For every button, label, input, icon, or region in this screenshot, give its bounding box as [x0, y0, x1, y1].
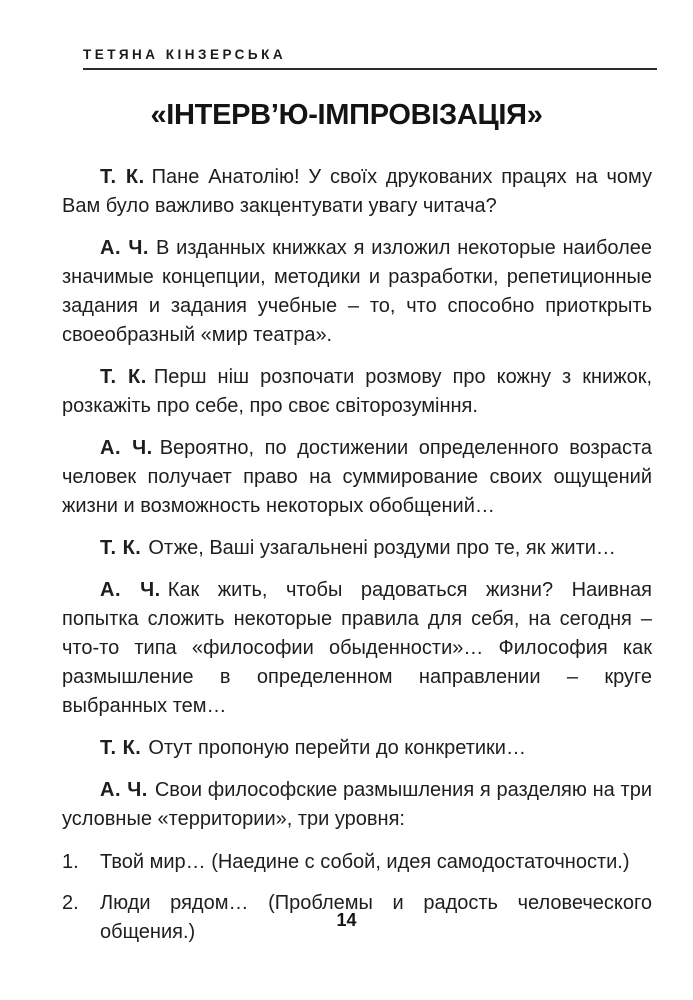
- dialogue-paragraph: [62, 534, 652, 563]
- list-item-number: 1.: [62, 851, 79, 873]
- dialogue-text: Вероятно, по достижении определенного возраста человек получает право на суммирование своих ощущений жизни и возможность некоторых обобщений…: [62, 437, 653, 517]
- list-item: [62, 848, 652, 877]
- speaker-label: Т. К.: [100, 166, 145, 188]
- dialogue-text: Пане Анатолію! У своїх друкованих працях на чому Вам було важливо закцентувати увагу читача?: [62, 166, 652, 217]
- dialogue-paragraph: [62, 776, 652, 834]
- dialogue-text: Перш ніш розпочати розмову про кожну з книжок, розкажіть про себе, про своє світорозуміння.: [62, 366, 652, 417]
- speaker-label: Т. К.: [100, 737, 142, 759]
- page-body: [62, 163, 652, 959]
- list-item-text: Люди рядом… (Проблемы и радость человеческого общения.): [100, 892, 652, 943]
- speaker-label: А. Ч.: [100, 779, 148, 801]
- dialogue-text: Отже, Ваші узагальнені роздуми про те, як жити…: [148, 537, 616, 559]
- running-header: [83, 47, 657, 70]
- dialogue-paragraph: [62, 234, 652, 350]
- header-rule: [83, 68, 657, 70]
- running-header-author: ТЕТЯНА КІНЗЕРСЬКА: [83, 47, 287, 62]
- speaker-label: А. Ч.: [100, 437, 153, 459]
- chapter-title: «ІНТЕРВ’Ю-ІМПРОВІЗАЦІЯ»: [150, 99, 543, 131]
- dialogue-text: Отут пропоную перейти до конкретики…: [148, 737, 526, 759]
- dialogue-paragraph: [62, 576, 652, 721]
- list-item-text: Твой мир… (Наедине с собой, идея самодостаточности.): [100, 851, 630, 873]
- list-item-number: 2.: [62, 892, 79, 914]
- speaker-label: Т. К.: [100, 366, 147, 388]
- speaker-label: А. Ч.: [100, 579, 161, 601]
- dialogue-text: Как жить, чтобы радоваться жизни? Наивная попытка сложить некоторые правила для себя, на сегодня – что-то типа «философии обыденности»… Философия как размышление в определенном направлении – круге выбранных тем…: [62, 579, 652, 717]
- speaker-label: Т. К.: [100, 537, 142, 559]
- page-number: 14: [336, 910, 357, 930]
- dialogue-paragraph: [62, 734, 652, 763]
- dialogue-paragraph: [62, 163, 652, 221]
- dialogue-paragraph: [62, 434, 652, 521]
- dialogue-text: В изданных книжках я изложил некоторые наиболее значимые концепции, методики и разработки, репетиционные задания и задания учебные – то, что способно приоткрыть своеобразный «мир театра».: [62, 237, 652, 346]
- numbered-list: [62, 848, 652, 947]
- dialogue-paragraph: [62, 363, 652, 421]
- speaker-label: А. Ч.: [100, 237, 149, 259]
- dialogue-text: Свои философские размышления я разделяю на три условные «территории», три уровня:: [62, 779, 652, 830]
